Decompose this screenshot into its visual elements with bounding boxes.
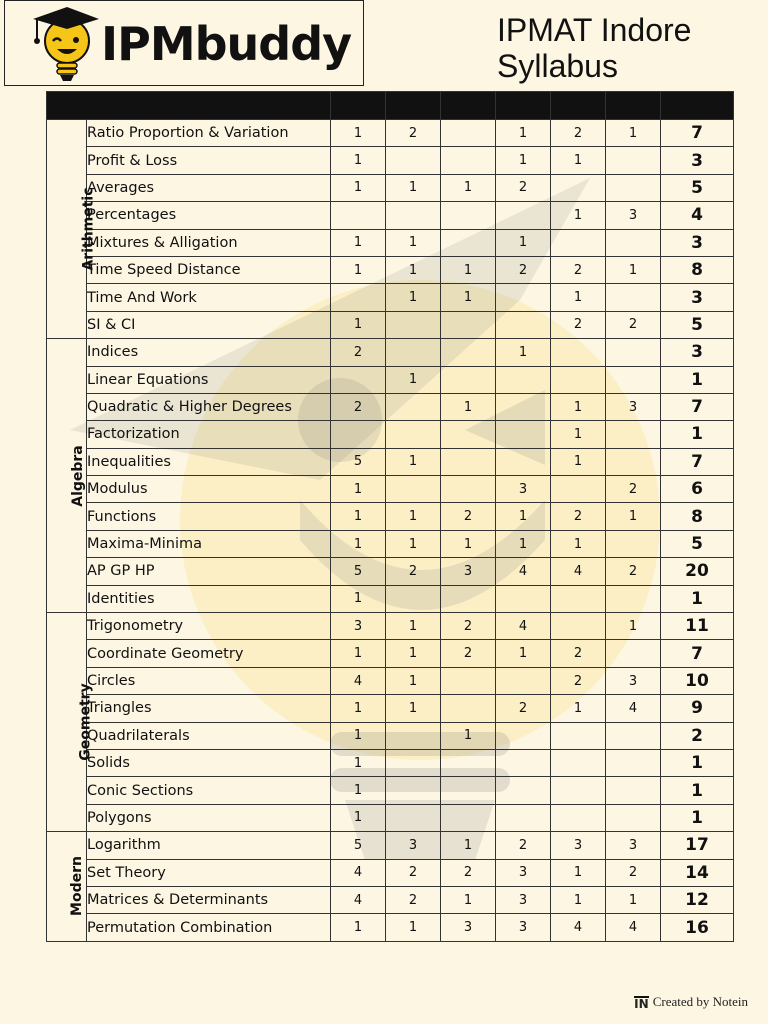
count-cell: 2: [331, 339, 386, 366]
count-cell: 2: [606, 859, 661, 886]
category-label: Modern: [68, 856, 85, 917]
topic-cell: Profit & Loss: [87, 147, 331, 174]
topic-cell: Matrices & Determinants: [87, 886, 331, 913]
total-cell: 1: [661, 777, 734, 804]
count-cell: [551, 366, 606, 393]
lightbulb-mascot-icon: [29, 5, 105, 85]
count-cell: 4: [496, 613, 551, 640]
count-cell: 1: [386, 284, 441, 311]
count-cell: [606, 421, 661, 448]
count-cell: 1: [551, 886, 606, 913]
count-cell: 1: [386, 667, 441, 694]
count-cell: 3: [496, 886, 551, 913]
header-cell: [386, 92, 441, 120]
topic-cell: Polygons: [87, 804, 331, 831]
topic-cell: Logarithm: [87, 832, 331, 859]
count-cell: 2: [386, 558, 441, 585]
count-cell: 2: [551, 667, 606, 694]
topic-cell: Mixtures & Alligation: [87, 229, 331, 256]
count-cell: [551, 339, 606, 366]
count-cell: [606, 448, 661, 475]
count-cell: 1: [496, 530, 551, 557]
count-cell: 1: [386, 256, 441, 283]
count-cell: [496, 448, 551, 475]
count-cell: 1: [331, 476, 386, 503]
count-cell: 2: [386, 886, 441, 913]
count-cell: [441, 585, 496, 612]
header-cell: [661, 92, 734, 120]
count-cell: [386, 393, 441, 420]
topic-cell: Functions: [87, 503, 331, 530]
table-row: [47, 558, 734, 585]
table-row: [47, 503, 734, 530]
table-row: [47, 667, 734, 694]
count-cell: [606, 229, 661, 256]
count-cell: 3: [331, 613, 386, 640]
table-row: [47, 120, 734, 147]
topic-cell: Percentages: [87, 202, 331, 229]
count-cell: 1: [551, 421, 606, 448]
total-cell: 10: [661, 667, 734, 694]
table-row: [47, 339, 734, 366]
count-cell: [606, 339, 661, 366]
count-cell: [606, 147, 661, 174]
table-row: [47, 393, 734, 420]
page-title-line1: IPMAT Indore: [497, 12, 692, 48]
total-cell: 3: [661, 229, 734, 256]
count-cell: [331, 284, 386, 311]
count-cell: [441, 777, 496, 804]
count-cell: 4: [606, 695, 661, 722]
count-cell: 1: [331, 229, 386, 256]
count-cell: [386, 339, 441, 366]
count-cell: 2: [386, 859, 441, 886]
count-cell: 1: [331, 804, 386, 831]
table-row: [47, 859, 734, 886]
count-cell: 1: [496, 503, 551, 530]
count-cell: 2: [606, 311, 661, 338]
count-cell: 2: [551, 640, 606, 667]
count-cell: 1: [551, 695, 606, 722]
count-cell: 1: [331, 640, 386, 667]
count-cell: [441, 120, 496, 147]
total-cell: 3: [661, 339, 734, 366]
notein-logo-icon: IN: [634, 996, 649, 1011]
count-cell: 2: [551, 503, 606, 530]
total-cell: 1: [661, 749, 734, 776]
topic-cell: Triangles: [87, 695, 331, 722]
header-cell: [606, 92, 661, 120]
table-row: [47, 585, 734, 612]
category-label-cell: [47, 339, 87, 613]
count-cell: 3: [606, 393, 661, 420]
topic-cell: Permutation Combination: [87, 914, 331, 941]
topic-cell: Factorization: [87, 421, 331, 448]
count-cell: 2: [606, 558, 661, 585]
count-cell: [551, 476, 606, 503]
count-cell: [496, 585, 551, 612]
topic-cell: Identities: [87, 585, 331, 612]
count-cell: 2: [551, 311, 606, 338]
count-cell: [551, 804, 606, 831]
topic-cell: Quadrilaterals: [87, 722, 331, 749]
count-cell: 1: [551, 202, 606, 229]
count-cell: 2: [441, 613, 496, 640]
table-row: [47, 256, 734, 283]
count-cell: [441, 229, 496, 256]
count-cell: 4: [496, 558, 551, 585]
table-row: [47, 886, 734, 913]
count-cell: 4: [606, 914, 661, 941]
count-cell: 1: [441, 722, 496, 749]
count-cell: 2: [496, 695, 551, 722]
total-cell: 12: [661, 886, 734, 913]
count-cell: 2: [386, 120, 441, 147]
count-cell: 1: [386, 174, 441, 201]
header-cell: [496, 92, 551, 120]
total-cell: 4: [661, 202, 734, 229]
count-cell: 1: [331, 120, 386, 147]
total-cell: 6: [661, 476, 734, 503]
count-cell: 3: [496, 859, 551, 886]
table-row: [47, 284, 734, 311]
table-row: [47, 613, 734, 640]
table-row: [47, 722, 734, 749]
topic-cell: Coordinate Geometry: [87, 640, 331, 667]
count-cell: [551, 722, 606, 749]
count-cell: [386, 749, 441, 776]
table-row: [47, 229, 734, 256]
category-label: Geometry: [77, 683, 94, 761]
count-cell: 1: [551, 448, 606, 475]
table-row: [47, 366, 734, 393]
count-cell: 2: [496, 256, 551, 283]
total-cell: 7: [661, 448, 734, 475]
table-row: [47, 202, 734, 229]
total-cell: 5: [661, 311, 734, 338]
count-cell: [551, 613, 606, 640]
count-cell: [386, 804, 441, 831]
count-cell: [441, 448, 496, 475]
topic-cell: Time Speed Distance: [87, 256, 331, 283]
topic-cell: Indices: [87, 339, 331, 366]
count-cell: 2: [441, 640, 496, 667]
category-label-cell: [47, 832, 87, 942]
count-cell: 1: [331, 695, 386, 722]
count-cell: 5: [331, 832, 386, 859]
count-cell: [551, 229, 606, 256]
topic-cell: Conic Sections: [87, 777, 331, 804]
count-cell: 1: [331, 311, 386, 338]
header-cell: [47, 92, 331, 120]
count-cell: [496, 777, 551, 804]
count-cell: 3: [386, 832, 441, 859]
count-cell: 1: [606, 256, 661, 283]
count-cell: 1: [331, 722, 386, 749]
syllabus-table: [46, 91, 734, 942]
table-row: [47, 476, 734, 503]
count-cell: [386, 202, 441, 229]
count-cell: 1: [331, 777, 386, 804]
count-cell: [386, 585, 441, 612]
footer-text: Created by Notein: [652, 994, 748, 1009]
total-cell: 1: [661, 421, 734, 448]
brand-name: IPMbuddy: [101, 17, 352, 71]
count-cell: [441, 421, 496, 448]
count-cell: [441, 366, 496, 393]
topic-cell: Time And Work: [87, 284, 331, 311]
count-cell: [606, 749, 661, 776]
count-cell: [606, 777, 661, 804]
total-cell: 7: [661, 120, 734, 147]
count-cell: [496, 393, 551, 420]
count-cell: [331, 421, 386, 448]
count-cell: [551, 174, 606, 201]
count-cell: [606, 366, 661, 393]
total-cell: 7: [661, 393, 734, 420]
count-cell: 1: [386, 914, 441, 941]
table-row: [47, 777, 734, 804]
total-cell: 3: [661, 147, 734, 174]
count-cell: 1: [441, 284, 496, 311]
count-cell: [496, 722, 551, 749]
count-cell: 3: [606, 667, 661, 694]
count-cell: [441, 695, 496, 722]
count-cell: 1: [386, 640, 441, 667]
topic-cell: Circles: [87, 667, 331, 694]
count-cell: [606, 804, 661, 831]
topic-cell: Set Theory: [87, 859, 331, 886]
total-cell: 1: [661, 804, 734, 831]
count-cell: [386, 777, 441, 804]
count-cell: 1: [386, 695, 441, 722]
topic-cell: Modulus: [87, 476, 331, 503]
count-cell: 1: [606, 886, 661, 913]
count-cell: 1: [606, 120, 661, 147]
count-cell: 2: [441, 859, 496, 886]
count-cell: 1: [496, 640, 551, 667]
footer-credit: [634, 994, 748, 1010]
count-cell: 2: [606, 476, 661, 503]
count-cell: [496, 421, 551, 448]
total-cell: 3: [661, 284, 734, 311]
count-cell: [441, 311, 496, 338]
count-cell: [441, 804, 496, 831]
count-cell: 3: [441, 914, 496, 941]
table-row: [47, 832, 734, 859]
total-cell: 17: [661, 832, 734, 859]
count-cell: 1: [551, 859, 606, 886]
count-cell: 1: [331, 147, 386, 174]
count-cell: [606, 585, 661, 612]
count-cell: 5: [331, 558, 386, 585]
table-row: [47, 914, 734, 941]
count-cell: 1: [606, 613, 661, 640]
count-cell: [496, 804, 551, 831]
count-cell: [386, 722, 441, 749]
count-cell: [331, 366, 386, 393]
count-cell: 1: [551, 393, 606, 420]
total-cell: 14: [661, 859, 734, 886]
topic-cell: Ratio Proportion & Variation: [87, 120, 331, 147]
count-cell: 3: [441, 558, 496, 585]
count-cell: 1: [331, 256, 386, 283]
count-cell: 1: [386, 448, 441, 475]
count-cell: [496, 749, 551, 776]
table-row: [47, 695, 734, 722]
count-cell: [551, 749, 606, 776]
table-row: [47, 448, 734, 475]
total-cell: 11: [661, 613, 734, 640]
table-row: [47, 804, 734, 831]
count-cell: 1: [386, 503, 441, 530]
count-cell: 1: [496, 147, 551, 174]
total-cell: 8: [661, 256, 734, 283]
count-cell: [496, 202, 551, 229]
count-cell: 1: [331, 530, 386, 557]
count-cell: 4: [551, 558, 606, 585]
page-title-line2: Syllabus: [497, 48, 618, 84]
count-cell: [331, 202, 386, 229]
count-cell: [386, 311, 441, 338]
table-row: [47, 174, 734, 201]
count-cell: [441, 202, 496, 229]
count-cell: [386, 476, 441, 503]
count-cell: 1: [331, 914, 386, 941]
category-label: Arithmetic: [80, 187, 97, 271]
count-cell: 1: [606, 503, 661, 530]
count-cell: 1: [551, 284, 606, 311]
total-cell: 8: [661, 503, 734, 530]
count-cell: [496, 667, 551, 694]
count-cell: [606, 530, 661, 557]
count-cell: 2: [551, 256, 606, 283]
logo: [4, 0, 364, 86]
count-cell: 4: [331, 886, 386, 913]
category-label: Algebra: [69, 444, 86, 507]
count-cell: 1: [386, 613, 441, 640]
total-cell: 5: [661, 174, 734, 201]
count-cell: 4: [551, 914, 606, 941]
count-cell: 1: [441, 530, 496, 557]
topic-cell: Solids: [87, 749, 331, 776]
count-cell: 1: [441, 393, 496, 420]
total-cell: 9: [661, 695, 734, 722]
topic-cell: Linear Equations: [87, 366, 331, 393]
category-label-cell: [47, 120, 97, 339]
topic-cell: Maxima-Minima: [87, 530, 331, 557]
count-cell: [551, 777, 606, 804]
count-cell: 1: [441, 832, 496, 859]
count-cell: [606, 640, 661, 667]
total-cell: 2: [661, 722, 734, 749]
topic-cell: Trigonometry: [87, 613, 331, 640]
count-cell: [496, 366, 551, 393]
total-cell: 7: [661, 640, 734, 667]
count-cell: [496, 284, 551, 311]
count-cell: [606, 174, 661, 201]
count-cell: 1: [496, 339, 551, 366]
count-cell: 2: [331, 393, 386, 420]
count-cell: 1: [386, 530, 441, 557]
count-cell: [606, 284, 661, 311]
count-cell: 2: [496, 174, 551, 201]
category-label-cell: [47, 613, 94, 832]
total-cell: 1: [661, 585, 734, 612]
count-cell: 1: [331, 749, 386, 776]
count-cell: 1: [551, 530, 606, 557]
topic-cell: Averages: [87, 174, 331, 201]
count-cell: 2: [441, 503, 496, 530]
count-cell: 1: [386, 229, 441, 256]
count-cell: 2: [551, 120, 606, 147]
count-cell: [386, 421, 441, 448]
count-cell: 3: [606, 202, 661, 229]
count-cell: [386, 147, 441, 174]
topic-cell: Inequalities: [87, 448, 331, 475]
count-cell: 5: [331, 448, 386, 475]
count-cell: 3: [606, 832, 661, 859]
count-cell: 1: [331, 503, 386, 530]
table-row: [47, 147, 734, 174]
count-cell: 1: [441, 886, 496, 913]
count-cell: [551, 585, 606, 612]
count-cell: 1: [331, 585, 386, 612]
table-row: [47, 749, 734, 776]
count-cell: [441, 667, 496, 694]
count-cell: [606, 722, 661, 749]
table-row: [47, 640, 734, 667]
count-cell: 1: [496, 120, 551, 147]
table-row: [47, 311, 734, 338]
count-cell: 4: [331, 859, 386, 886]
table-header-row: [47, 92, 734, 120]
count-cell: 3: [551, 832, 606, 859]
total-cell: 16: [661, 914, 734, 941]
count-cell: 4: [331, 667, 386, 694]
count-cell: 1: [386, 366, 441, 393]
count-cell: [441, 339, 496, 366]
count-cell: 1: [441, 256, 496, 283]
topic-cell: Quadratic & Higher Degrees: [87, 393, 331, 420]
count-cell: 1: [441, 174, 496, 201]
count-cell: 1: [331, 174, 386, 201]
table-row: [47, 530, 734, 557]
total-cell: 5: [661, 530, 734, 557]
page-title: [497, 12, 757, 84]
total-cell: 1: [661, 366, 734, 393]
count-cell: [441, 476, 496, 503]
count-cell: 2: [496, 832, 551, 859]
header-cell: [441, 92, 496, 120]
header-cell: [331, 92, 386, 120]
count-cell: 1: [496, 229, 551, 256]
header-cell: [551, 92, 606, 120]
count-cell: 3: [496, 914, 551, 941]
total-cell: 20: [661, 558, 734, 585]
count-cell: 3: [496, 476, 551, 503]
count-cell: [441, 749, 496, 776]
count-cell: 1: [551, 147, 606, 174]
table-row: [47, 421, 734, 448]
topic-cell: AP GP HP: [87, 558, 331, 585]
count-cell: [496, 311, 551, 338]
count-cell: [441, 147, 496, 174]
topic-cell: SI & CI: [87, 311, 331, 338]
